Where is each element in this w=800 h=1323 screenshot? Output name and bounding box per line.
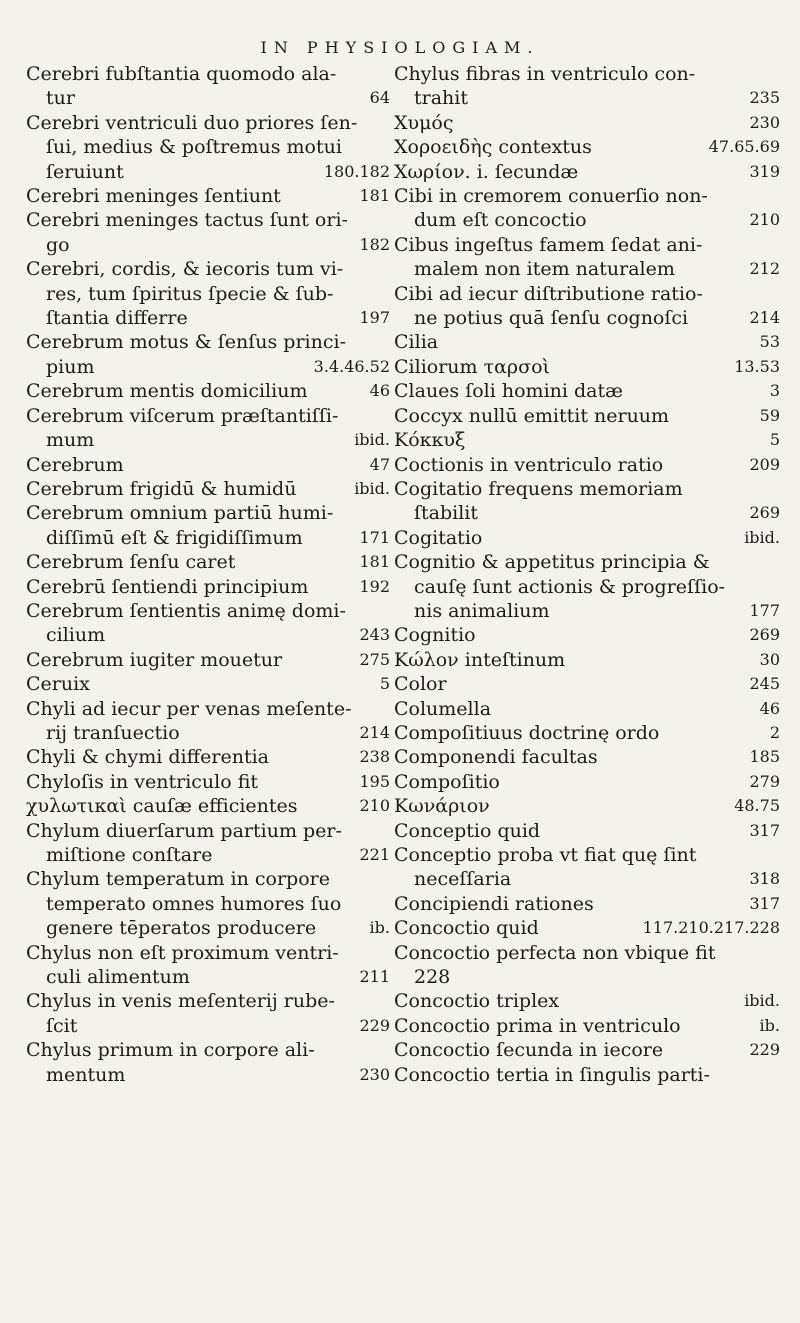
page-reference: 197 <box>359 308 390 328</box>
index-entry <box>394 355 780 379</box>
index-entry <box>26 794 390 818</box>
entry-text: tur <box>46 87 75 110</box>
page-reference: 180.182 <box>323 161 390 181</box>
page-reference: 192 <box>359 576 390 596</box>
index-entry <box>394 135 780 159</box>
entry-text: Cerebrum motus & ſenſus princi- <box>26 331 346 354</box>
entry-text: Claues ſoli homini datæ <box>394 380 623 403</box>
page-reference: ibid. <box>354 478 390 498</box>
index-entry <box>394 233 780 282</box>
entry-text: Cerebrum iugiter mouetur <box>26 648 283 671</box>
entry-text: Κώλον inteſtinum <box>394 648 566 671</box>
entry-text: Concipiendi rationes <box>394 892 594 915</box>
index-entry <box>394 184 780 233</box>
entry-text: Chylum temperatum in corpore <box>26 868 330 891</box>
entry-text: ſcit <box>46 1014 78 1037</box>
page-reference: 269 <box>749 503 780 523</box>
index-entry <box>394 941 780 990</box>
index-entry <box>394 477 780 526</box>
entry-text: Κόκκυξ <box>394 429 466 452</box>
page-reference: 48.75 <box>734 796 780 816</box>
entry-text: Ceruix <box>26 673 90 696</box>
page-reference: 243 <box>359 625 390 645</box>
page-reference: 245 <box>749 674 780 694</box>
index-entry <box>394 672 780 696</box>
entry-text: Cerebri ventriculi duo priores ſen- <box>26 111 358 134</box>
entry-text: Coccyx nullū emittit neruum <box>394 404 670 427</box>
entry-text: culi alimentum <box>46 966 190 989</box>
page-reference: 214 <box>749 308 780 328</box>
page-reference: 275 <box>359 649 390 669</box>
index-entry <box>394 330 780 354</box>
index-entry <box>26 867 390 940</box>
page-reference: 279 <box>749 771 780 791</box>
entry-text: Ciliorum ταρσοὶ <box>394 355 550 378</box>
index-entry <box>26 648 390 672</box>
index-entry <box>394 916 780 940</box>
entry-text: trahit <box>414 87 468 110</box>
entry-text: Chylus non eſt proximum ventri- <box>26 941 339 964</box>
page-reference: 117.210.217.228 <box>642 918 780 938</box>
page-reference: ibid. <box>744 527 780 547</box>
page-reference: 221 <box>359 845 390 864</box>
index-entry <box>26 208 390 257</box>
index-entry <box>394 282 780 331</box>
index-entry <box>394 819 780 843</box>
entry-text: Chylus in venis meſenterij rube- <box>26 990 335 1013</box>
index-entry <box>394 843 780 892</box>
index-entry <box>394 111 780 135</box>
index-entry <box>26 62 390 111</box>
index-entry <box>26 501 390 550</box>
page-reference: 211 <box>359 967 390 987</box>
page-reference: 181 <box>359 552 390 572</box>
index-entry <box>394 648 780 672</box>
entry-text: cauſę ſunt actionis & progreſſio- <box>414 575 726 598</box>
page-reference: ib. <box>369 918 390 938</box>
page-reference: 30 <box>759 649 780 669</box>
entry-text: temperato omnes humores ſuo <box>46 892 342 915</box>
entry-text: Cerebrum mentis domicilium <box>26 380 308 403</box>
index-entry <box>26 1038 390 1087</box>
entry-text: Cerebrum omnium partiū humi- <box>26 502 334 525</box>
page-reference: 185 <box>749 747 780 767</box>
index-entry <box>26 477 390 501</box>
page-reference: ibid. <box>354 430 390 450</box>
entry-text: Χυμός <box>394 111 454 134</box>
page-reference: 317 <box>749 893 780 913</box>
entry-text: Cibi ad iecur diſtributione ratio- <box>394 282 703 305</box>
index-entry <box>394 550 780 623</box>
entry-text: Χοροειδὴς contextus <box>394 136 592 159</box>
entry-text: go <box>46 233 70 256</box>
entry-text: Conceptio proba vt fiat quę ſint <box>394 844 697 866</box>
entry-text: pium <box>46 355 95 378</box>
entry-text: Cerebrum ſenſu caret <box>26 551 236 574</box>
index-entry <box>26 989 390 1038</box>
index-entry <box>26 745 390 769</box>
index-entry <box>394 794 780 818</box>
page-reference: 177 <box>749 600 780 620</box>
entry-text: Chylus fibras in ventriculo con- <box>394 63 696 85</box>
index-entry <box>26 404 390 453</box>
index-entry <box>26 599 390 648</box>
index-entry <box>26 575 390 599</box>
entry-text: Concoctio tertia in ſingulis parti- <box>394 1063 710 1086</box>
entry-text: ſui, medius & poſtremus motui <box>46 136 342 159</box>
index-entry <box>394 160 780 184</box>
entry-text: Compoſitio <box>394 770 500 793</box>
page-reference: 59 <box>759 405 780 425</box>
page-reference: 318 <box>749 869 780 889</box>
index-entry <box>26 379 390 403</box>
entry-text: Coctionis in ventriculo ratio <box>394 453 664 476</box>
page-reference: 229 <box>749 1040 780 1060</box>
index-entry <box>394 697 780 721</box>
entry-text: mum <box>46 429 95 452</box>
entry-text: Cerebrum frigidū & humidū <box>26 477 297 500</box>
entry-text: Concoctio ſecunda in iecore <box>394 1039 664 1062</box>
entry-text: Chyli & chymi differentia <box>26 746 269 769</box>
entry-text: ne potius quā ſenſu cognoſci <box>414 307 689 330</box>
entry-text: Cerebrum <box>26 453 124 476</box>
page-reference: 214 <box>359 722 390 742</box>
index-entry <box>394 453 780 477</box>
page-reference: 317 <box>749 820 780 840</box>
entry-text: nis animalium <box>414 599 550 622</box>
index-entry <box>394 62 780 111</box>
page-reference: 46 <box>369 381 390 401</box>
index-column-left <box>26 62 390 1087</box>
entry-text: Cerebri meninges tactus ſunt ori- <box>26 209 348 232</box>
index-entry <box>26 257 390 330</box>
page-reference: 229 <box>359 1015 390 1035</box>
index-entry <box>26 819 390 868</box>
entry-text: rij tranſuectio <box>46 721 180 744</box>
page-reference: 209 <box>749 454 780 474</box>
entry-text: neceſſaria <box>414 868 512 891</box>
index-entry <box>394 1014 780 1038</box>
page-reference: 182 <box>359 234 390 254</box>
index-entry <box>26 184 390 208</box>
entry-text: Cerebri, cordis, & iecoris tum vi- <box>26 258 344 281</box>
page-reference: 319 <box>749 161 780 181</box>
entry-text: χυλωτικαὶ cauſæ efficientes <box>26 795 298 818</box>
entry-text: Κωνάριον <box>394 795 490 818</box>
index-entry <box>394 623 780 647</box>
entry-text: ſtantia differre <box>46 307 188 330</box>
entry-text: Cognitio & appetitus principia & <box>394 551 710 574</box>
page-reference: 238 <box>359 747 390 767</box>
page-reference: 181 <box>359 186 390 206</box>
entry-text: Color <box>394 673 447 696</box>
entry-text: Cerebri fubſtantia quomodo ala- <box>26 63 337 85</box>
page-reference: 212 <box>749 259 780 279</box>
page-reference: 13.53 <box>734 356 780 376</box>
entry-text: miſtione conſtare <box>46 844 213 866</box>
index-column-right <box>394 62 780 1087</box>
running-head: IN PHYSIOLOGIAM. <box>260 38 540 57</box>
entry-text: Concoctio triplex <box>394 990 560 1013</box>
index-entry <box>394 526 780 550</box>
page-reference: 5 <box>379 674 390 694</box>
page-reference: 269 <box>749 625 780 645</box>
entry-text: genere tēperatos producere <box>46 917 317 940</box>
index-entry <box>394 379 780 403</box>
page-reference: 53 <box>759 332 780 352</box>
page-reference: 46 <box>759 698 780 718</box>
entry-text: Cerebrum viſcerum præſtantiſſi- <box>26 404 339 427</box>
page-reference: ibid. <box>744 991 780 1011</box>
page-reference: 64 <box>369 88 390 108</box>
entry-text: Cogitatio frequens memoriam <box>394 477 683 500</box>
page-reference: 3.4.46.52 <box>313 356 390 376</box>
index-entry <box>394 1063 780 1087</box>
entry-text: Componendi facultas <box>394 746 598 769</box>
entry-text: Concoctio quid <box>394 917 539 940</box>
index-entry <box>26 941 390 990</box>
index-entry <box>394 989 780 1013</box>
index-entry <box>394 892 780 916</box>
index-entry <box>26 550 390 574</box>
entry-text: Chylus primum in corpore ali- <box>26 1039 315 1062</box>
entry-text: Cognitio <box>394 624 476 647</box>
page-reference: 230 <box>359 1064 390 1084</box>
index-entry <box>26 330 390 379</box>
entry-text: 228 <box>414 966 451 989</box>
index-entry <box>394 1038 780 1062</box>
index-entry <box>394 428 780 452</box>
index-entry <box>26 697 390 746</box>
entry-text: Chyloſis in ventriculo fit <box>26 770 259 793</box>
index-entry <box>394 721 780 745</box>
entry-text: cilium <box>46 624 106 647</box>
index-entry <box>26 672 390 696</box>
entry-text: Concoctio prima in ventriculo <box>394 1014 681 1037</box>
index-entry <box>26 111 390 184</box>
index-entry <box>26 453 390 477</box>
entry-text: Cilia <box>394 331 439 354</box>
index-entry <box>394 404 780 428</box>
entry-text: Cibi in cremorem conuerſio non- <box>394 185 708 208</box>
index-entry <box>26 770 390 794</box>
page-reference: 210 <box>359 796 390 816</box>
page-reference: 5 <box>769 430 780 450</box>
entry-text: res, tum ſpiritus ſpecie & ſub- <box>46 282 334 305</box>
page-reference: 3 <box>769 381 780 401</box>
entry-text: Conceptio quid <box>394 819 541 842</box>
entry-text: Cerebrū ſentiendi principium <box>26 575 309 598</box>
page-reference: 2 <box>769 722 780 742</box>
page-reference: 235 <box>749 88 780 108</box>
index-entry <box>394 745 780 769</box>
entry-text: Concoctio perfecta non vbique fit <box>394 941 716 964</box>
page-reference: 195 <box>359 771 390 791</box>
entry-text: Cerebri meninges ſentiunt <box>26 185 281 208</box>
entry-text: diſſimū eſt & frigidiſſimum <box>46 526 303 549</box>
page-reference: ib. <box>759 1015 780 1035</box>
entry-text: ſtabilit <box>414 502 479 525</box>
page-reference: 230 <box>749 112 780 132</box>
page-reference: 210 <box>749 210 780 230</box>
page-reference: 47 <box>369 454 390 474</box>
entry-text: Cerebrum ſentientis animę domi- <box>26 599 346 622</box>
entry-text: Χωρίον. i. ſecundæ <box>394 160 579 183</box>
entry-text: Chylum diuerſarum partium per- <box>26 819 342 842</box>
page-reference: 171 <box>359 527 390 547</box>
entry-text: Chyli ad iecur per venas meſente- <box>26 697 352 720</box>
entry-text: Columella <box>394 697 492 720</box>
index-entry <box>394 770 780 794</box>
entry-text: ſeruiunt <box>46 160 124 183</box>
entry-text: malem non item naturalem <box>414 258 675 281</box>
entry-text: dum eſt concoctio <box>414 209 587 232</box>
entry-text: Cogitatio <box>394 526 483 549</box>
entry-text: Compoſitiuus doctrinę ordo <box>394 721 660 744</box>
entry-text: mentum <box>46 1063 126 1086</box>
page-reference: 47.65.69 <box>708 137 780 157</box>
entry-text: Cibus ingeſtus famem ſedat ani- <box>394 233 703 256</box>
